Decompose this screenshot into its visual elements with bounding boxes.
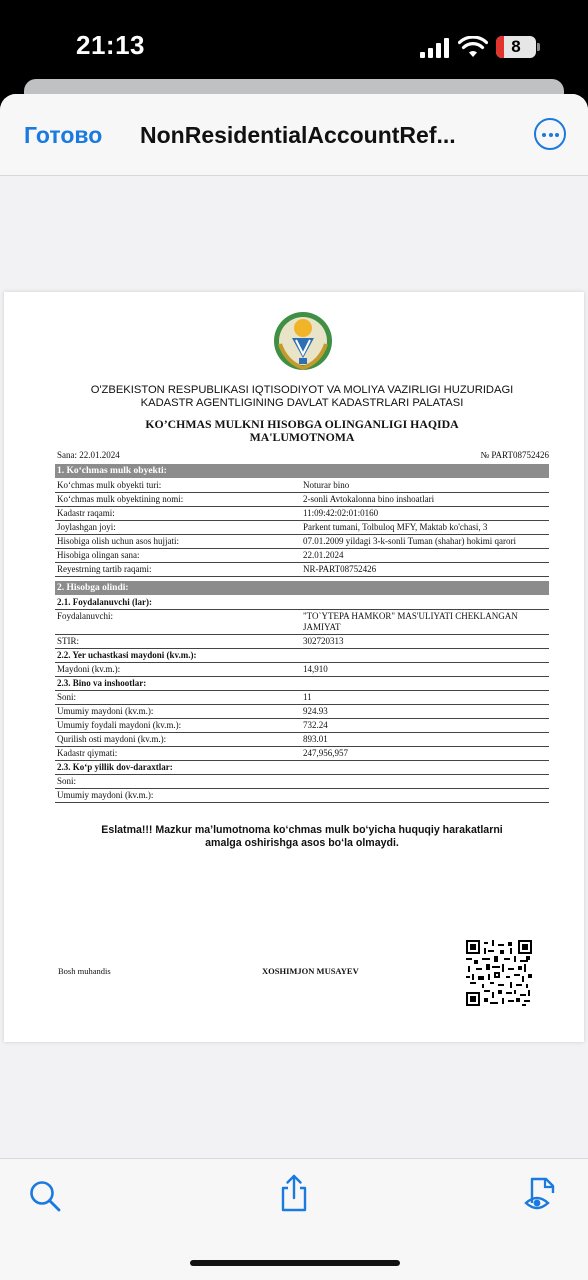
subsection-header: 2.1. Foydalanuvchi (lar): [55, 596, 549, 610]
row-label: Kadastr raqami: [57, 508, 115, 518]
row-value: 732.24 [303, 720, 328, 730]
signer-name: XOSHIMJON MUSAYEV [262, 966, 359, 976]
row-label: Umumiy maydoni (kv.m.): [57, 790, 154, 800]
row-value: 302720313 [303, 636, 344, 646]
row-label: Hisobiga olingan sana: [57, 550, 140, 560]
row-label: Maydoni (kv.m.): [57, 664, 121, 674]
row-value [303, 776, 549, 788]
row-value: 2-sonli Avtokalonna bino inshoatlari [303, 494, 435, 504]
org-line-1: O'ZBEKISTON RESPUBLIKASI IQTISODIYOT VA MOLIYA VAZIRLIGI HUZURIDAGI [90, 384, 514, 396]
row-label: Ko‘chmas mulk obyektining nomi: [57, 494, 184, 504]
row-label: Reyestrning tartib raqami: [57, 564, 152, 574]
note-line-1: Eslatma!!! Mazkur ma’lumotnoma ko‘chmas mulk bo‘yicha huquqiy harakatlarni [101, 824, 503, 836]
qr-code-icon [466, 940, 532, 1006]
cellular-signal-icon [420, 38, 452, 58]
row-label: Foydalanuvchi: [57, 611, 113, 621]
row-label: STIR: [57, 636, 80, 646]
more-icon[interactable] [534, 118, 566, 150]
markup-icon[interactable] [522, 1175, 560, 1213]
table-row [55, 747, 549, 761]
table-row [55, 535, 549, 549]
disclaimer-note [64, 824, 540, 850]
table-row [55, 507, 549, 521]
status-bar [0, 0, 588, 90]
state-emblem-icon [272, 310, 334, 372]
table-row [55, 635, 549, 649]
table-row [55, 521, 549, 535]
row-label: Joylashgan joyi: [57, 522, 116, 532]
row-label: Hisobiga olish uchun asos hujjati: [57, 536, 179, 546]
row-value: 11 [303, 692, 312, 702]
table-row [55, 691, 549, 705]
table-row [55, 775, 549, 789]
share-icon[interactable] [279, 1174, 309, 1212]
table-row [55, 479, 549, 493]
wifi-icon [458, 36, 488, 58]
row-label: Kadastr qiymati: [57, 748, 118, 758]
row-label: Soni: [57, 692, 77, 702]
title-line-2: MA'LUMOTNOMA [249, 430, 355, 444]
battery-icon [496, 36, 536, 58]
section-header: 1. Ko‘chmas mulk obyekti: [55, 464, 549, 478]
signer-role: Bosh muhandis [58, 966, 111, 976]
property-details-table [55, 464, 549, 803]
table-row [55, 705, 549, 719]
row-label: Soni: [57, 776, 77, 786]
document-title: NonResidentialAccountRef... [140, 122, 456, 148]
row-label: Umumiy foydali maydoni (kv.m.): [57, 720, 182, 730]
subsection-header: 2.2. Yer uchastkasi maydoni (kv.m.): [55, 649, 549, 663]
status-time: 21:13 [76, 30, 145, 60]
home-indicator[interactable] [190, 1260, 400, 1266]
row-value: 22.01.2024 [303, 550, 344, 560]
subsection-header: 2.3. Bino va inshootlar: [55, 677, 549, 691]
title-line-1: KO’CHMAS MULKNI HISOBGA OLINGANLIGI HAQIDA [145, 417, 459, 431]
note-line-2: amalga oshirishga asos bo‘la olmaydi. [205, 837, 399, 849]
row-value: 247,956,957 [303, 748, 348, 758]
row-label: Umumiy maydoni (kv.m.): [57, 706, 154, 716]
row-value: "TO`YTEPA HAMKOR" MAS'ULIYATI CHEKLANGAN JAMIYAT [303, 611, 518, 632]
battery-level: 8 [511, 37, 521, 56]
document-viewer-sheet [0, 94, 588, 1280]
row-value [303, 790, 549, 802]
table-row [55, 789, 549, 803]
document-page [4, 292, 584, 1042]
row-value: Parkent tumani, Tolbuloq MFY, Maktab ko'chasi, 3 [303, 522, 488, 532]
issuing-organization [24, 384, 580, 410]
org-line-2: KADASTR AGENTLIGINING DAVLAT KADASTRLARI PALATASI [140, 397, 464, 409]
subsection-header: 2.3. Ko‘p yillik dov-daraxtlar: [55, 761, 549, 775]
table-row [55, 733, 549, 747]
row-value: Noturar bino [303, 480, 350, 490]
row-label: Qurilish osti maydoni (kv.m.): [57, 734, 167, 744]
document-date: Sana: 22.01.2024 [57, 450, 120, 460]
row-value: 893.01 [303, 734, 328, 744]
table-row [55, 610, 549, 635]
row-value: 11:09:42:02:01:0160 [303, 508, 379, 518]
document-number: № PART08752426 [480, 450, 549, 460]
table-row [55, 563, 549, 577]
table-row [55, 493, 549, 507]
table-row [55, 549, 549, 563]
row-value: NR-PART08752426 [303, 564, 377, 574]
table-row [55, 719, 549, 733]
row-value: 07.01.2009 yildagi 3-k-sonli Tuman (shahar) hokimi qarori [303, 536, 516, 546]
row-value: 14,910 [303, 664, 328, 674]
done-button[interactable]: Готово [24, 122, 103, 148]
row-value: 924.93 [303, 706, 328, 716]
table-row [55, 663, 549, 677]
nav-bar [0, 94, 588, 176]
search-icon[interactable] [28, 1179, 62, 1213]
row-label: Ko‘chmas mulk obyekti turi: [57, 480, 162, 490]
page-title [24, 418, 580, 444]
section-header: 2. Hisobga olindi: [55, 581, 549, 595]
